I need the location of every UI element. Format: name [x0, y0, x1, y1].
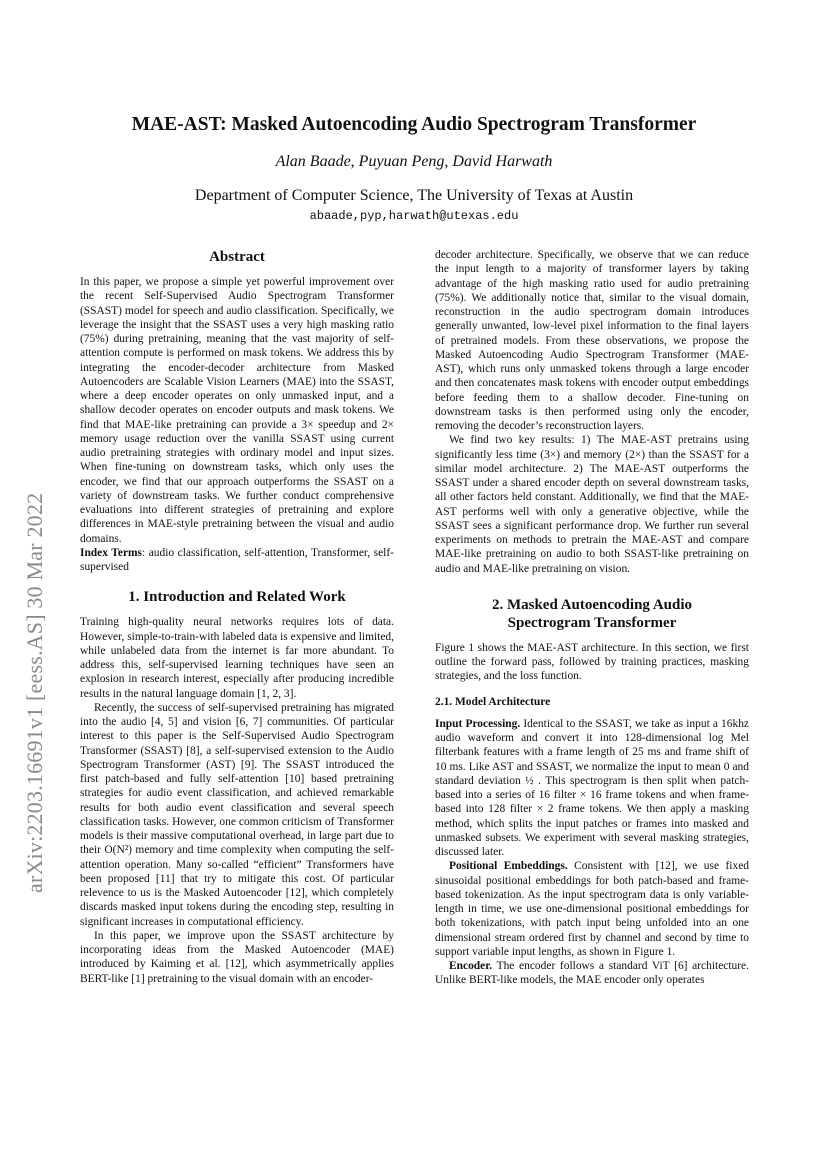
input-processing-paragraph — [435, 717, 749, 860]
index-terms-label: Index Terms — [80, 546, 143, 559]
index-terms-text: : audio classification, self-attention, Transformer, self-supervised — [80, 546, 394, 573]
section-1-heading: 1. Introduction and Related Work — [128, 589, 346, 606]
arxiv-identifier: arXiv:2203.16691v1 [eess.AS] 30 Mar 2022 — [22, 492, 47, 893]
abstract-body: In this paper, we propose a simple yet powerful improvement over the recent Self-Supervised Audio Spectrogram Transformer (SSAST) model for speech and audio classification. Specifically, we leverage the insight that the SSAST uses a very high masking ratio (75%) during pretraining, meaning that the vast majority of self-attention compute is performed on mask tokens. We address this by integrating the encoder-decoder architecture from Masked Autoencoders are Scalable Vision Learners (MAE) into the SSAST, where a deep encoder operates on only unmasked input, and a shallow decoder operates on encoder outputs and mask tokens. We find that MAE-like pretraining can provide a 3× speedup and 2× memory usage reduction over the vanilla SSAST using current audio pretraining strategies with ordinary model and input sizes. When fine-tuning on downstream tasks, which only uses the encoder, we find that our approach outperforms the SSAST on a variety of downstream tasks. We further conduct comprehensive evaluations into different strategies of pretraining and explore differences in MAE-style pretraining between the visual and audio domains. — [80, 276, 394, 545]
right-column — [435, 248, 749, 988]
paper-title: MAE-AST: Masked Autoencoding Audio Spectrogram Transformer — [131, 114, 697, 135]
encoder-text: The encoder follows a standard ViT [6] architecture. Unlike BERT-like models, the MAE encoder only operates — [435, 960, 749, 987]
section-2-intro: Figure 1 shows the MAE-AST architecture. In this section, we first outline the forward pass, followed by training practices, masking strategies, and the loss function. — [435, 641, 749, 683]
left-column — [80, 248, 394, 986]
paper-email: abaade,pyp,harwath@utexas.edu — [309, 209, 519, 223]
abstract-heading: Abstract — [209, 249, 265, 265]
encoder-label: Encoder. — [449, 960, 493, 972]
intro-paragraph-3: In this paper, we improve upon the SSAST architecture by incorporating ideas from the Masked Autoencoder (MAE) introduced by Kaiming et al. [12], which asymmetrically applies BERT-like [1] pretraining to the visual domain with an encoder- — [80, 929, 394, 985]
positional-embeddings-text: Consistent with [12], we use fixed sinusoidal positional embeddings for both patch-based and frame-based tokenization. As the input spectrogram data is only variable-length in time, we use one-dimensional positional embeddings for both tokenizations, with patch input being unfolded into an one dimensional stream ordered first by channel and second by time to support variable input lengths, as shown in Figure 1. — [435, 860, 749, 958]
intro-paragraph-1: Training high-quality neural networks requires lots of data. However, simple-to-train-with labeled data is expensive and limited, while unlabeled data from the internet is far more abundant. To address this, self-supervised learning techniques have seen an explosion in research interest, especially after producing incredible results in the natural language domain [1, 2, 3]. — [80, 616, 394, 700]
paper-authors: Alan Baade, Puyuan Peng, David Harwath — [275, 153, 553, 170]
positional-embeddings-label: Positional Embeddings. — [449, 860, 568, 873]
input-processing-label: Input Processing. — [435, 717, 521, 730]
intro-paragraph-4: We find two key results: 1) The MAE-AST pretrains using significantly less time (3×) and memory (2×) than the SSAST for a similar model architecture. 2) The MAE-AST outperforms the SSAST under a shared encoder depth on several downstream tasks, all other factors held constant. Additionally, we find that the MAE-AST performs well with only a generative objective, while the SSAST sees a significant performance drop. We further run several experiments on methods to pretrain the MAE-AST and compare MAE-like pretraining on audio to both SSAST-like pretraining on audio and MAE-like pretraining on vision. — [435, 434, 749, 575]
intro-paragraph-3-continued: decoder architecture. Specifically, we observe that we can reduce the input length to a majority of transformer layers by taking advantage of the high masking ratio used for audio pretraining (75%). We additionally notice that, similar to the visual domain, reconstruction in the audio spectrogram domain introduces generally unwanted, low-level pixel information to the final layers of pretrained models. From these observations, we propose the Masked Autoencoding Audio Spectrogram Transformer (MAE-AST), which runs only unmasked tokens through a large encoder and then concatenates mask tokens with encoder output embeddings before feeding them to a shallow decoder. Fine-tuning on downstream tasks is then performed using only the encoder, removing the decoder’s reconstruction layers. — [435, 249, 749, 432]
encoder-paragraph — [435, 959, 749, 988]
section-2-heading-line-1: 2. Masked Autoencoding Audio — [491, 596, 693, 613]
section-2-heading-line-2: Spectrogram Transformer — [507, 614, 677, 631]
subsection-2-1-heading: 2.1. Model Architecture — [435, 695, 551, 708]
input-processing-text: Identical to the SSAST, we take as input a 16khz audio waveform and convert it into 128-dimensional log Mel filterbank features with a frame length of 25 ms and frame shift of 10 ms. Like AST and SSAST, we normalize the input to mean 0 and standard deviation ½ . This spectrogram is then split when patch-based into a series of 16 filter × 16 frame tokens and when frame-based into 128 filter × 2 frame tokens. We then apply a masking method, which splits the input patches or frames into masked and unmasked subsets. We experiment with several masking strategies, discussed later. — [435, 717, 749, 858]
intro-paragraph-2: Recently, the success of self-supervised pretraining has migrated into the audio [4, 5] and vision [6, 7] communities. Of particular interest to this paper is the Self-Supervised Audio Spectrogram Transformer (SSAST) [8], a self-supervised extension to the Audio Spectrogram Transformer (AST) [9]. The SSAST introduced the first patch-based and fully self-attention [10] based pretraining strategies for audio event classification, and achieved remarkable results for both audio event classification and several speech classification tasks. However, one common criticism of Transformer models is their massive computational overhead, in large part due to their O(N²) memory and time complexity when computing the self-attention operation. Many so-called “efficient” Transformers have been proposed [11] that try to mitigate this cost. Of particular relevence to us is the Masked Autoencoder [12], which completely discards masked input tokens during the encoding step, resulting in significant increases in computational efficiency. — [80, 701, 394, 928]
index-terms — [80, 546, 394, 575]
positional-embeddings-paragraph — [435, 859, 749, 959]
paper-affiliation: Department of Computer Science, The University of Texas at Austin — [194, 187, 634, 204]
